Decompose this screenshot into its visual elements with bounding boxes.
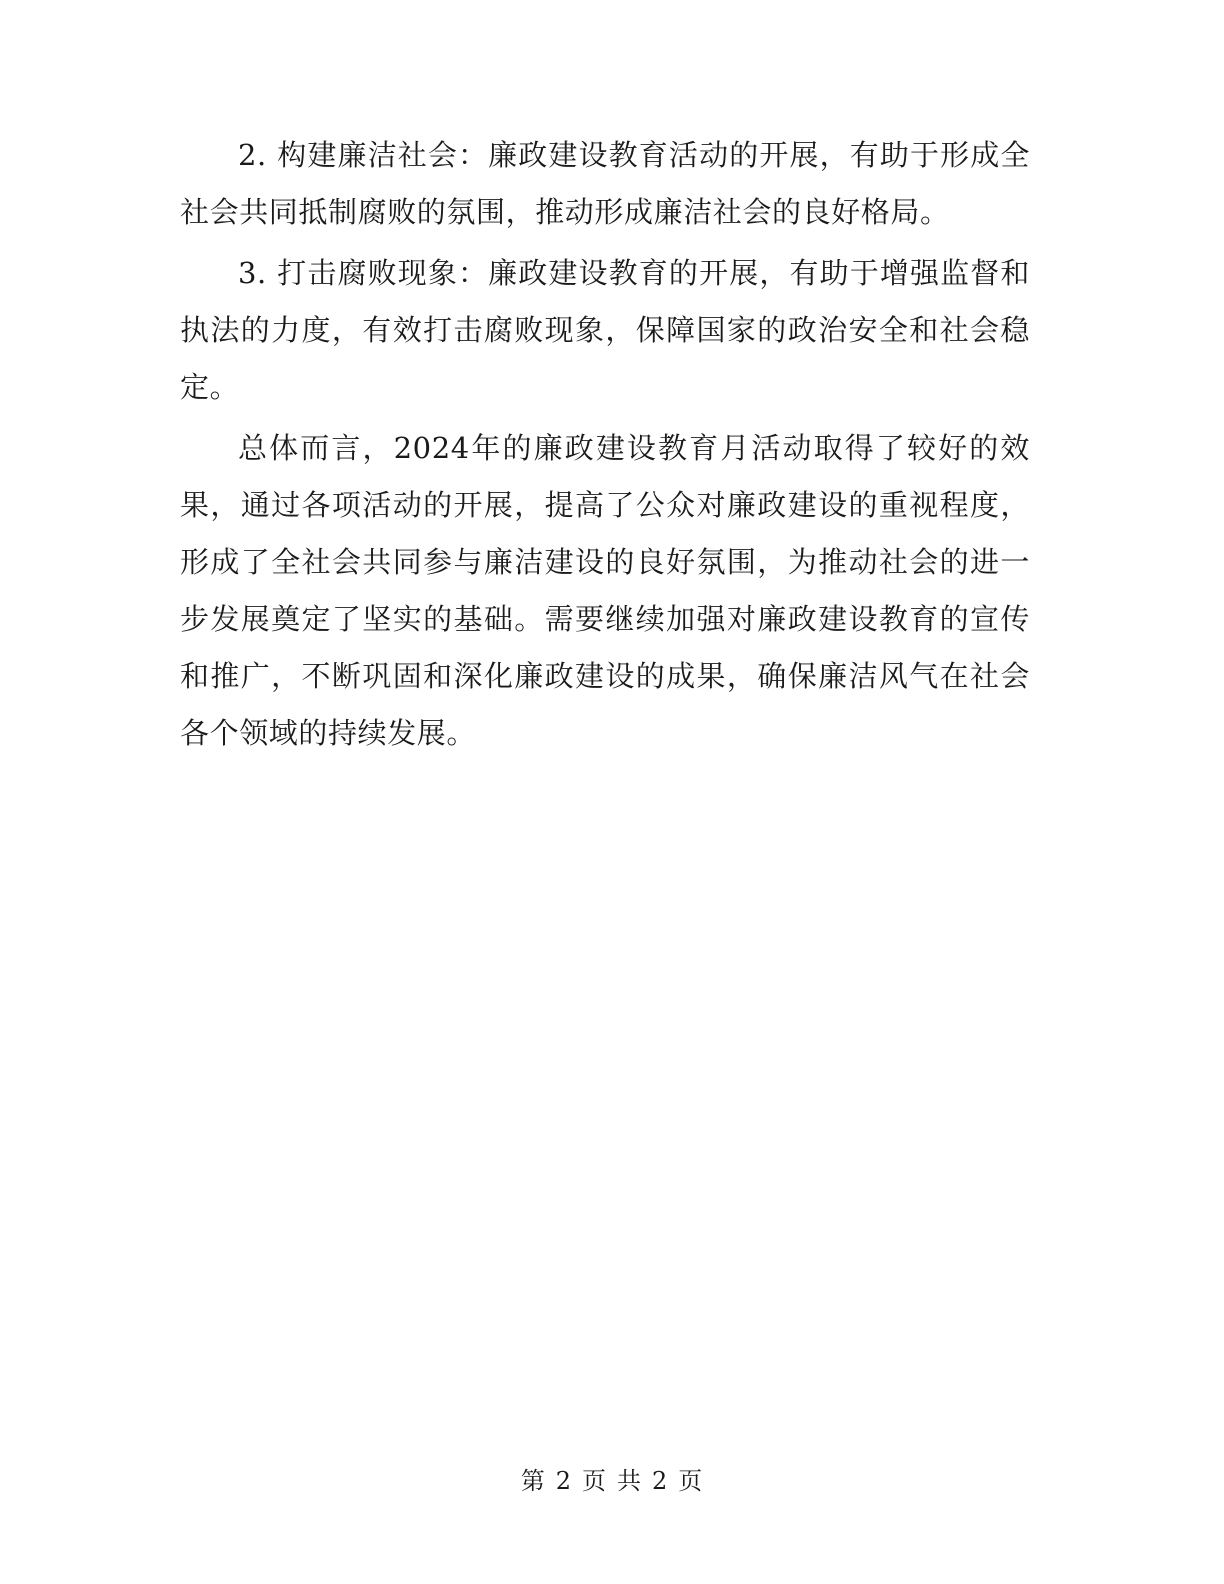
document-body [180, 127, 1030, 766]
paragraph-summary: 总体而言，2024年的廉政建设教育月活动取得了较好的效果，通过各项活动的开展，提高了公众对廉政建设的重视程度，形成了全社会共同参与廉洁建设的良好氛围，为推动社会的进一步发展奠定了坚实的基础。需要继续加强对廉政建设教育的宣传和推广，不断巩固和深化廉政建设的成果，确保廉洁风气在社会各个领域的持续发展。 [180, 431, 1030, 750]
total-label-prefix: 共 [617, 1467, 642, 1495]
current-page-number: 2 [555, 1467, 572, 1495]
total-page-number: 2 [652, 1467, 669, 1495]
page-label-unit: 页 [582, 1467, 607, 1495]
paragraph-combat-corruption: 3. 打击腐败现象：廉政建设教育的开展，有助于增强监督和执法的力度，有效打击腐败现象，保障国家的政治安全和社会稳定。 [180, 256, 1030, 404]
total-label-unit: 页 [678, 1467, 704, 1495]
page-footer [0, 1461, 1224, 1496]
paragraph-build-clean-society: 2. 构建廉洁社会：廉政建设教育活动的开展，有助于形成全社会共同抵制腐败的氛围，推动形成廉洁社会的良好格局。 [180, 138, 1030, 229]
page-label-prefix: 第 [520, 1467, 546, 1495]
